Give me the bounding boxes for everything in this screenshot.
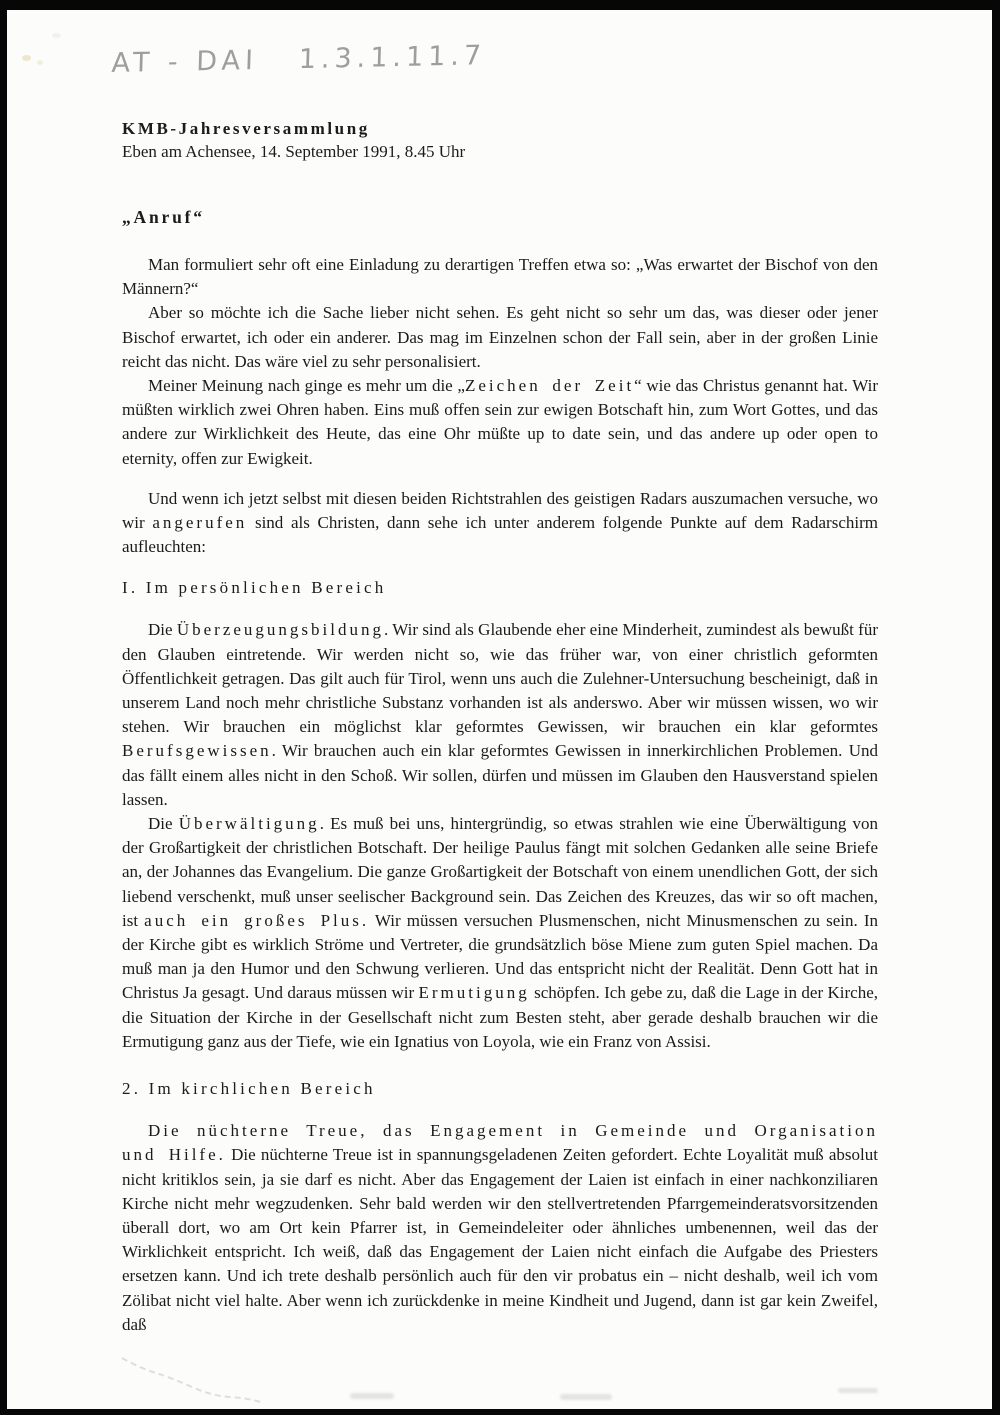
text-segment: Und wenn ich jetzt selbst mit diesen beiden Richtstrahlen des geistigen Radars auszumachen versuche, wo wir (122, 488, 878, 533)
text-segment: Die nüchterne Treue ist in spannungsgeladenen Zeiten gefordert. Echte Loyalität muß absolut nicht kritiklos sein, ja sie darf es nicht. Aber das Engagement der Laien ist einfach in einer nachkonziliaren Kirche nicht mehr wegzudenken. Sehr bald werden wir den stellvertretenden Pfarrgemeinderatsvorsitzenden überall dort, wo am Ort kein Pfarrer ist, in Gemeindeleiter oder ähnliches umbenennen, weil das der Wirklichkeit entspricht. Ich weiß, daß das Engagement der Laien nicht einfach die Aufgabe des Priesters ersetzen kann. Und ich trete deshalb persönlich auch für den vir probatus ein – nicht deshalb, weil ich vom Zölibat nicht viel halte. Aber wenn ich zurückdenke in meine Kindheit und Jugend, dann ist gar kein Zweifel, daß (122, 1145, 878, 1334)
handwritten-archive-reference: AT - DAI 1.3.1.11.7 (111, 40, 487, 80)
text-segment: Meiner Meinung nach ginge es mehr um die „ (148, 376, 465, 396)
document-header (122, 117, 878, 163)
emphasized-text: Zeichen der Zeit (464, 376, 635, 396)
emphasized-text: auch ein großes Plus. (144, 910, 370, 930)
paragraph-1 (122, 253, 878, 301)
paragraph-7 (122, 1119, 878, 1337)
text-segment: Wir müssen versuchen Plusmenschen, nicht Minusmenschen zu sein. In der Kirche gibt es wirklich Ströme und Vertreter, die grundsätzlich böse Miene zum guten Spiel machen. Da muß man ja den Humor und den Schwung verlieren. Und das entspricht nicht der Realität. Denn Gott hat in Christus Ja gesagt. Und daraus müssen wir (122, 910, 879, 1003)
text-segment: Die (148, 814, 179, 834)
scan-speck (52, 33, 61, 38)
text-segment: “ wie das Christus genannt hat. Wir müßten wirklich zwei Ohren haben. Eins muß offen sein zur ewigen Botschaft hin, zum Wort Gottes, und das andere zur Wirklichkeit des Heute, das eine Ohr müßte up to date sein, und das andere up oder open to eternity, offen zur Ewigkeit. (122, 376, 878, 468)
text-segment: schöpfen. Ich gebe zu, daß die Lage in der Kirche, die Situation der Kirche in der Gesellschaft nicht zum Besten steht, aber gerade deshalb brauchen wir die Ermutigung ganz aus der Tiefe, wie ein Ignatius von Loyola, wie ein Franz von Assisi. (122, 983, 878, 1051)
document-date-line: Eben am Achensee, 14. September 1991, 8.45 Uhr (122, 142, 466, 161)
paragraph-3 (122, 374, 878, 471)
paragraph-2 (122, 301, 878, 374)
emphasized-text: Überwältigung (178, 814, 320, 834)
pencil-smudge (560, 1394, 612, 1400)
text-segment: Man formuliert sehr oft eine Einladung zu derartigen Treffen etwa so: „Was erwartet der Bischof von den Männern?“ (122, 255, 878, 299)
emphasized-text: Überzeugungsbildung (176, 620, 384, 640)
text-segment: Die (148, 620, 177, 640)
speech-title: „Anruf“ (122, 207, 205, 227)
pencil-squiggle (118, 1352, 268, 1412)
paragraph-4 (122, 487, 878, 560)
emphasized-text: Ermutigung (418, 983, 530, 1003)
text-segment: sind als Christen, dann sehe ich unter anderem folgende Punkte auf dem Radarschirm aufleuchten: (122, 513, 878, 557)
pencil-smudge (350, 1393, 394, 1399)
document-body (122, 0, 878, 1337)
emphasized-text: Die nüchterne Treue, das Engagement in Gemeinde und Organisation und Hilfe. (122, 1121, 878, 1165)
scan-edge-right (992, 8, 1000, 1415)
section-heading-2: 2. Im kirchlichen Bereich (122, 1079, 376, 1099)
text-segment: . Wir sind als Glaubende eher eine Minderheit, zumindest als bewußt für den Glauben eintretende. Wir werden nicht so, wie das früher war, von einer christlich geformten Öffentlichkeit getragen. Das gilt auch für Tirol, wenn uns auch die Zulehner-Untersuchung bescheinigt, daß in unserem Land noch mehr christliche Substanz vorhanden ist als anderswo. Aber wir müssen wissen, wo wir stehen. Wir brauchen ein möglichst klar geformtes Gewissen, wir brauchen ein klar geformtes (122, 620, 878, 737)
document-title: KMB-Jahresversammlung (122, 119, 370, 138)
scan-speck (22, 55, 31, 61)
section-heading-1: I. Im persönlichen Bereich (122, 578, 387, 598)
paragraph-5 (122, 618, 878, 812)
emphasized-text: Berufsgewissen (122, 741, 272, 761)
scan-edge-left (0, 0, 7, 1415)
emphasized-text: angerufen (152, 513, 248, 533)
pencil-smudge (838, 1388, 878, 1393)
text-segment: . Wir brauchen auch ein klar geformtes Gewissen in innerkirchlichen Problemen. Und das fällt einem alles nicht in den Schoß. Wir sollen, dürfen und müssen im Glauben den Hausverstand spielen lassen. (122, 741, 878, 809)
text-segment: . Es muß bei uns, hintergründig, so etwas strahlen wie eine Überwältigung von der Großartigkeit der christlichen Botschaft. Der heilige Paulus fängt mit solchen Gedanken alle seine Briefe an, der Johannes das Evangelium. Die ganze Großartigkeit der Botschaft von einem unendlichen Gott, der sich liebend verschenkt, muß unser seelischer Background sein. Das Zeichen des Kreuzes, das wir so oft machen, ist (122, 814, 879, 930)
scan-speck (37, 60, 43, 65)
paragraph-6 (122, 812, 878, 1054)
text-segment: Aber so möchte ich die Sache lieber nicht sehen. Es geht nicht so sehr um das, was dieser oder jener Bischof erwartet, ich oder ein anderer. Das mag im Einzelnen schon der Fall sein, aber in der großen Linie reicht das nicht. Das wäre viel zu sehr personalisiert. (122, 303, 878, 371)
